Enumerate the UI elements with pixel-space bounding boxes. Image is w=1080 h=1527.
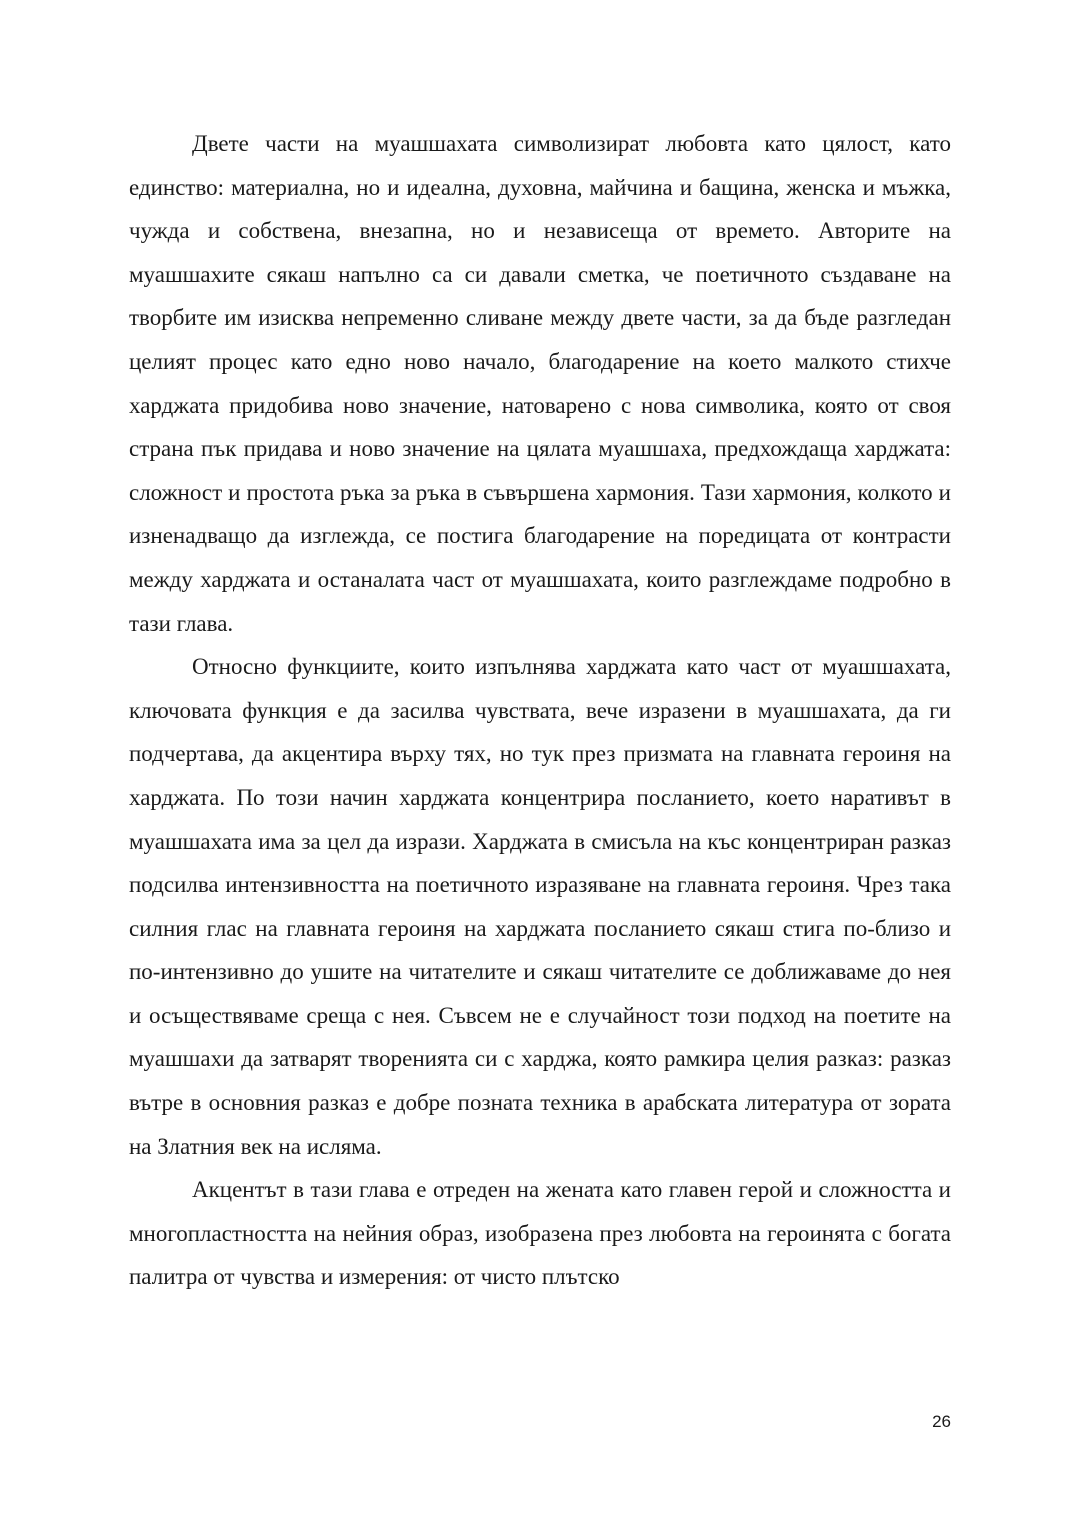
paragraph-3: Акцентът в тази глава е отреден на жената като главен герой и сложността и многопластността на нейния образ, изобразена през любовта на героинята с богата палитра от чувства и измерения: от чисто плътско [129,1177,951,1290]
paragraph-1: Двете части на муашшахата символизират любовта като цялост, като единство: материална, но и идеална, духовна, майчина и бащина, женска и мъжка, чужда и собствена, внезапна, но и независеща от времето. Авторите на муашшахите сякаш напълно са си давали сметка, че поетичното създаване на творбите им изисква непременно сливане между двете части, за да бъде разгледан целият процес като едно ново начало, благодарение на което малкото стихче харджата придобива ново значение, натоварено с нова символика, която от своя страна пък придава и ново значение на цялата муашшаха, предхождаща харджата: сложност и простота ръка за ръка в съвършена хармония. Тази хармония, колкото и изненадващо да изглежда, се постига благодарение на поредицата от контрасти между харджата и останалата част от муашшахата, които разглеждаме подробно в тази глава. [129,131,951,636]
page-number: 26 [932,1412,951,1431]
paragraph-2: Относно функциите, които изпълнява харджата като част от муашшахата, ключовата функция е да засилва чувствата, вече изразени в муашшахата, да ги подчертава, да акцентира върху тях, но тук през призмата на главната героиня на харджата. По този начин харджата концентрира посланието, което наративът в муашшахата има за цел да изрази. Харджата в смисъла на къс концентриран разказ подсилва интензивността на поетичното изразяване на главната героиня. Чрез така силния глас на главната героиня на харджата посланието сякаш стига по-близо и по-интензивно до ушите на читателите и сякаш читателите се доближаваме до нея и осъществяваме среща с нея. Съвсем не е случайност този подход на поетите на муашшахи да затварят творенията си с харджа, която рамкира целия разказ: разказ вътре в основния разказ е добре позната техника в арабската литература от зората на Златния век на исляма. [129,654,951,1159]
body-text [129,122,951,1299]
